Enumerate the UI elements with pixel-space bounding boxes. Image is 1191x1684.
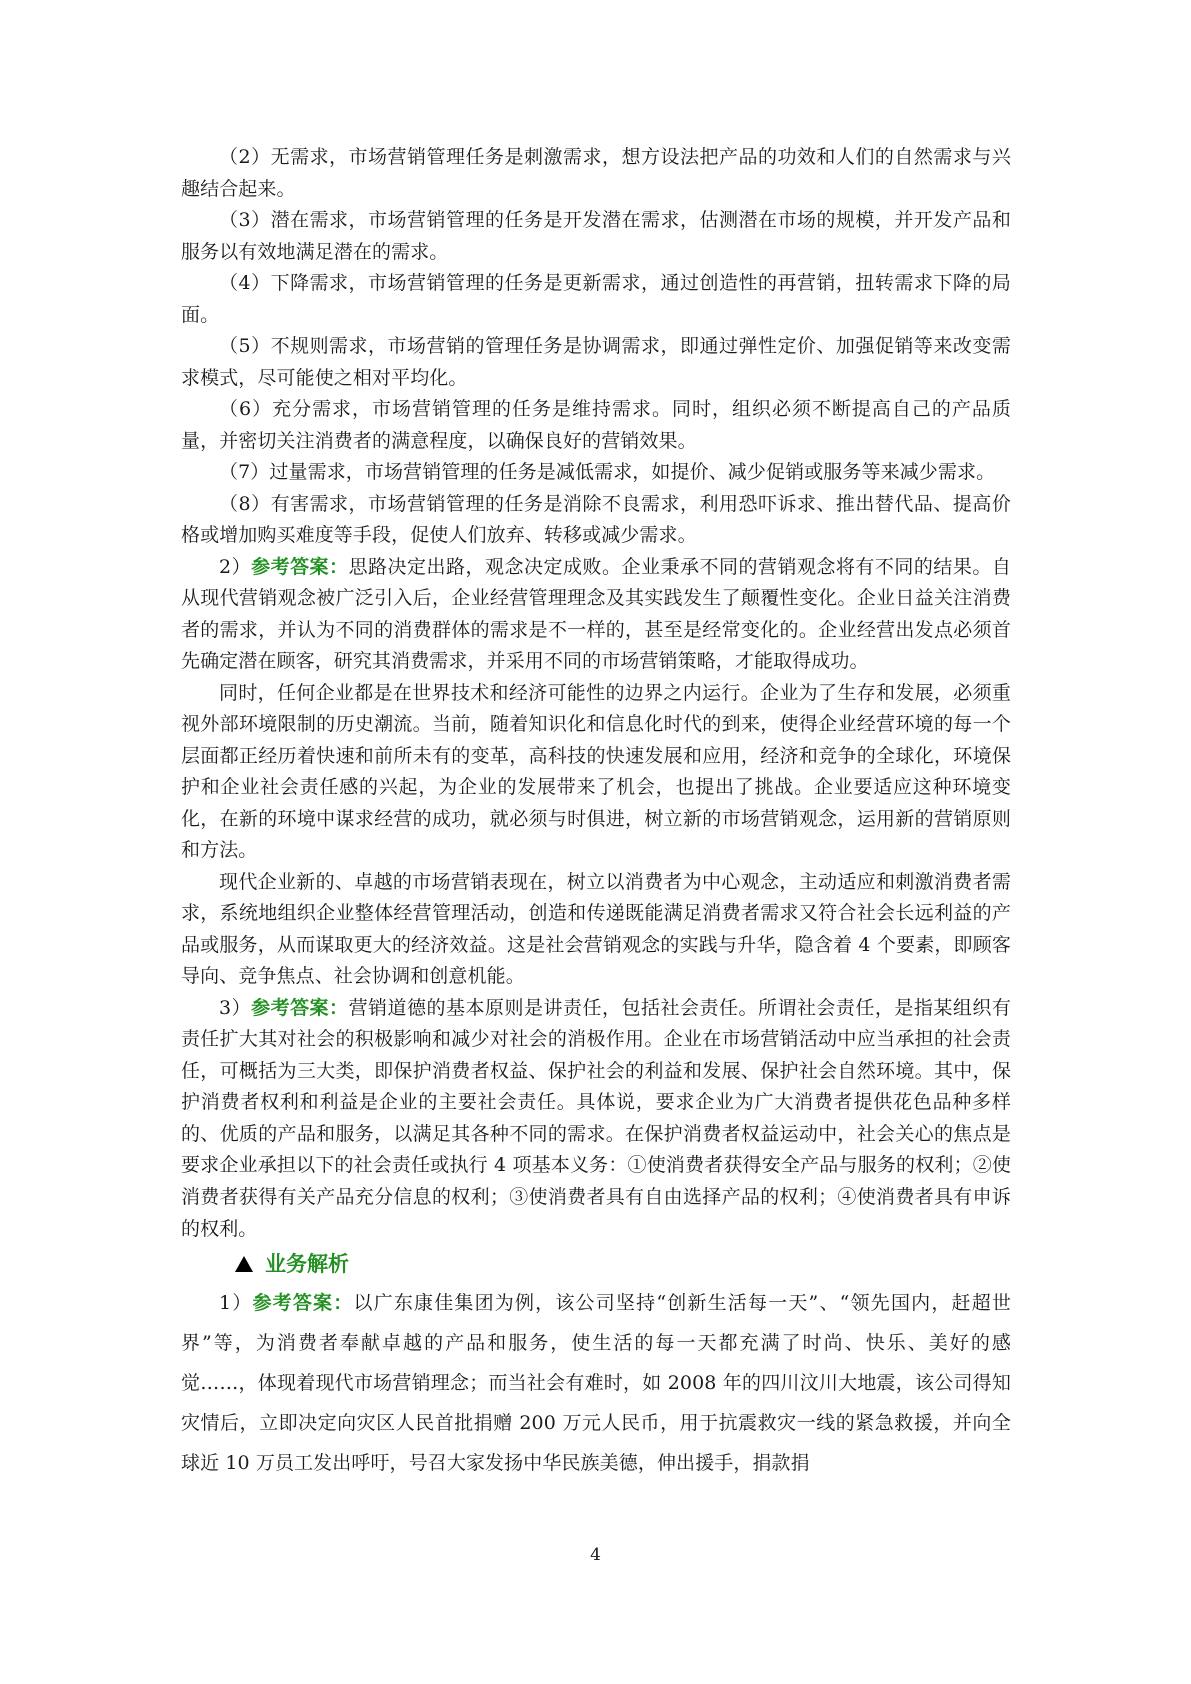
black-triangle-icon [235, 1256, 253, 1272]
section-heading [181, 1247, 1011, 1281]
business-1-label: 参考答案： [252, 1292, 354, 1315]
paragraph-latent-demand: （3）潜在需求，市场营销管理的任务是开发潜在需求，估测潜在市场的规模，并开发产品和服务以有效地满足潜在的需求。 [181, 209, 1011, 263]
answer-3-text: 营销道德的基本原则是讲责任，包括社会责任。所谓社会责任，是指某组织有责任扩大其对社会的积极影响和减少对社会的消极作用。企业在市场营销活动中应当承担的社会责任，可概括为三大类，即保护消费者权益、保护社会的利益和发展、保护社会自然环境。其中，保护消费者权利和利益是企业的主要社会责任。具体说，要求企业为广大消费者提供花色品种多样的、优质的产品和服务，以满足其各种不同的需求。在保护消费者权益运动中，社会关心的焦点是要求企业承担以下的社会责任或执行 4 项基本义务：①使消费者获得安全产品与服务的权利；②使消费者获得有关产品充分信息的权利；③使消费者具有自由选择产品的权利；④使消费者具有申诉的权利。 [181, 996, 1011, 1240]
answer-2-paragraph [181, 552, 1011, 678]
business-1-prefix: 1） [219, 1292, 253, 1315]
answer-3-prefix: 3） [219, 996, 252, 1019]
answer-3-paragraph [181, 993, 1011, 1246]
answer-2-label: 参考答案： [251, 555, 349, 578]
business-1-text: 以广东康佳集团为例，该公司坚持“创新生活每一天”、“领先国内，赶超世界”等，为消费者奉献卓越的产品和服务，使生活的每一天都充满了时尚、快乐、美好的感觉……，体现着现代市场营销理念；而当社会有难时，如 2008 年的四川汶川大地震，该公司得知灾情后，立即决定向灾区人民首批捐赠 200 万元人民币，用于抗震救灾一线的紧急救援，并向全球近 10 万员工发出呼吁，号召大家发扬中华民族美德，伸出援手，捐款捐 [181, 1292, 1011, 1475]
paragraph-no-demand: （2）无需求，市场营销管理任务是刺激需求，想方设法把产品的功效和人们的自然需求与兴趣结合起来。 [181, 146, 1011, 200]
paragraph-excess-demand: （7）过量需求，市场营销管理的任务是减低需求，如提价、减少促销或服务等来减少需求。 [219, 461, 996, 483]
page-number: 4 [590, 1545, 601, 1565]
answer-2-paragraph-environment: 同时，任何企业都是在世界技术和经济可能性的边界之内运行。企业为了生存和发展，必须重视外部环境限制的历史潮流。当前，随着知识化和信息化时代的到来，使得企业经营环境的每一个层面都正经历着快速和前所未有的变革，高科技的快速发展和应用，经济和竞争的全球化，环境保护和企业社会责任感的兴起，为企业的发展带来了机会，也提出了挑战。企业要适应这种环境变化，在新的环境中谋求经营的成功，就必须与时俱进，树立新的市场营销观念，运用新的营销原则和方法。 [181, 681, 1011, 861]
page-content [181, 142, 1011, 1483]
paragraph-full-demand: （6）充分需求，市场营销管理的任务是维持需求。同时，组织必须不断提高自己的产品质量，并密切关注消费者的满意程度，以确保良好的营销效果。 [181, 398, 1011, 452]
paragraph-irregular-demand: （5）不规则需求，市场营销的管理任务是协调需求，即通过弹性定价、加强促销等来改变需求模式，尽可能使之相对平均化。 [181, 335, 1011, 389]
answer-3-label: 参考答案： [251, 996, 349, 1019]
paragraph-declining-demand: （4）下降需求，市场营销管理的任务是更新需求，通过创造性的再营销，扭转需求下降的局面。 [181, 272, 1011, 326]
answer-2-text: 思路决定出路，观念决定成败。企业秉承不同的营销观念将有不同的结果。自从现代营销观念被广泛引入后，企业经营管理理念及其实践发生了颠覆性变化。企业日益关注消费者的需求，并认为不同的消费群体的需求是不一样的，甚至是经常变化的。企业经营出发点必须首先确定潜在顾客，研究其消费需求，并采用不同的市场营销策略，才能取得成功。 [181, 555, 1011, 672]
business-1-paragraph [181, 1283, 1011, 1483]
paragraph-harmful-demand: （8）有害需求，市场营销管理的任务是消除不良需求，利用恐吓诉求、推出替代品、提高价格或增加购买难度等手段，促使人们放弃、转移或减少需求。 [181, 492, 1011, 546]
answer-2-paragraph-modern-marketing: 现代企业新的、卓越的市场营销表现在，树立以消费者为中心观念，主动适应和刺激消费者需求，系统地组织企业整体经营管理活动，创造和传递既能满足消费者需求又符合社会长远利益的产品或服务，从而谋取更大的经济效益。这是社会营销观念的实践与升华，隐含着 4 个要素，即顾客导向、竞争焦点、社会协调和创意机能。 [181, 870, 1011, 987]
section-title: 业务解析 [265, 1252, 349, 1277]
answer-2-prefix: 2） [219, 555, 252, 578]
